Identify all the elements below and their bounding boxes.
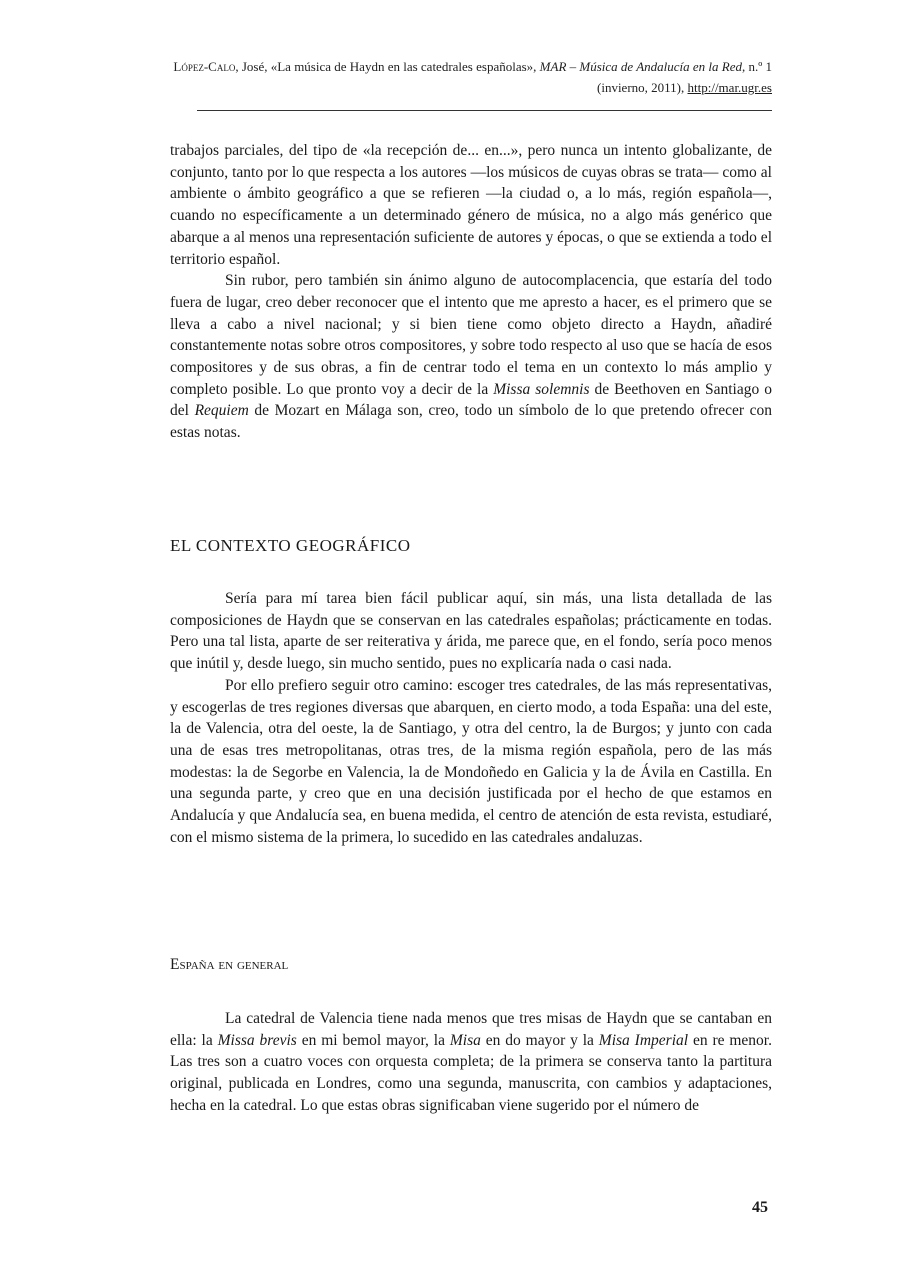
- header-url-link[interactable]: http://mar.ugr.es: [687, 80, 772, 95]
- header-article-title: , José, «La música de Haydn en las catedrales españolas»,: [235, 59, 540, 74]
- paragraph: La catedral de Valencia tiene nada menos que tres misas de Haydn que se cantaban en ella: la Missa brevis en mi bemol mayor, la Misa en do mayor y la Misa Imperial en re menor. Las tres son a cuatro voces con orquesta completa; de la primera se conserva tanto la partitura original, publicada en Londres, como una segunda, manuscrita, con cambios y adaptaciones, hecha en la catedral. Lo que estas obras significaban viene sugerido por el número de: [170, 1010, 772, 1114]
- paragraph: Sin rubor, pero también sin ánimo alguno de autocomplacencia, que estaría del todo fuera de lugar, creo deber reconocer que el intento que me apresto a hacer, es el primero que se lleva a cabo a nivel nacional; y si bien tiene como objeto directo a Haydn, añadiré constantemente notas sobre otros compositores, y sobre todo respecto al uso que se hacía de esos compositores y de sus obras, a fin de centrar todo el tema en un contexto lo más amplio y completo posible. Lo que pronto voy a decir de la Missa solemnis de Beethoven en Santiago o del Requiem de Mozart en Málaga son, creo, todo un símbolo de lo que pretendo ofrecer con estas notas.: [170, 272, 772, 442]
- header-author-surname: López-Calo: [173, 59, 236, 74]
- paragraph: Sería para mí tarea bien fácil publicar aquí, sin más, una lista detallada de las composiciones de Haydn que se conservan en las catedrales españolas; prácticamente en todas. Pero una tal lista, aparte de ser reiterativa y árida, me parece que, en el fondo, sería poco menos que inútil y, desde luego, sin mucho sentido, pues no explicaría nada o casi nada.: [170, 590, 772, 673]
- running-header: [170, 56, 772, 98]
- header-issue: , n.º 1 (invierno, 2011),: [597, 59, 772, 95]
- subsection-heading: España en general: [170, 956, 289, 973]
- paragraph: trabajos parciales, del tipo de «la recepción de... en...», pero nunca un intento globalizante, de conjunto, tanto por lo que respecta a los autores —los músicos de cuyas obras se trata— como al ambiente o ámbito geográfico a que se refieren —la ciudad o, a lo más, región española—, cuando no específicamente a un determinado género de música, no a algo más genérico que abarque a al menos una representación suficiente de autores y épocas, o que se extienda a todo el territorio español.: [170, 142, 772, 268]
- section-heading: EL CONTEXTO GEOGRÁFICO: [170, 536, 411, 555]
- page-number: 45: [752, 1199, 768, 1216]
- header-rule: [197, 110, 772, 111]
- paragraph: Por ello prefiero seguir otro camino: escoger tres catedrales, de las más representativas, y escogerlas de tres regiones diversas que abarquen, en cierto modo, a toda España: una del este, la de Valencia, otra del oeste, la de Santiago, y otra del centro, la de Burgos; y junto con cada una de esas tres metropolitanas, otras tres, de la misma región española, pero de las más modestas: la de Segorbe en Valencia, la de Mondoñedo en Galicia y la de Ávila en Castilla. En una segunda parte, y creo que en una decisión justificada por el hecho de que estamos en Andalucía y que Andalucía sea, en buena medida, el centro de atención de esta revista, estudiaré, con el mismo sistema de la primera, lo sucedido en las catedrales andaluzas.: [170, 676, 772, 846]
- section-spain: [170, 1008, 772, 1117]
- section-intro: [170, 140, 772, 444]
- header-journal: MAR – Música de Andalucía en la Red: [539, 59, 742, 74]
- section-geographic: [170, 588, 772, 848]
